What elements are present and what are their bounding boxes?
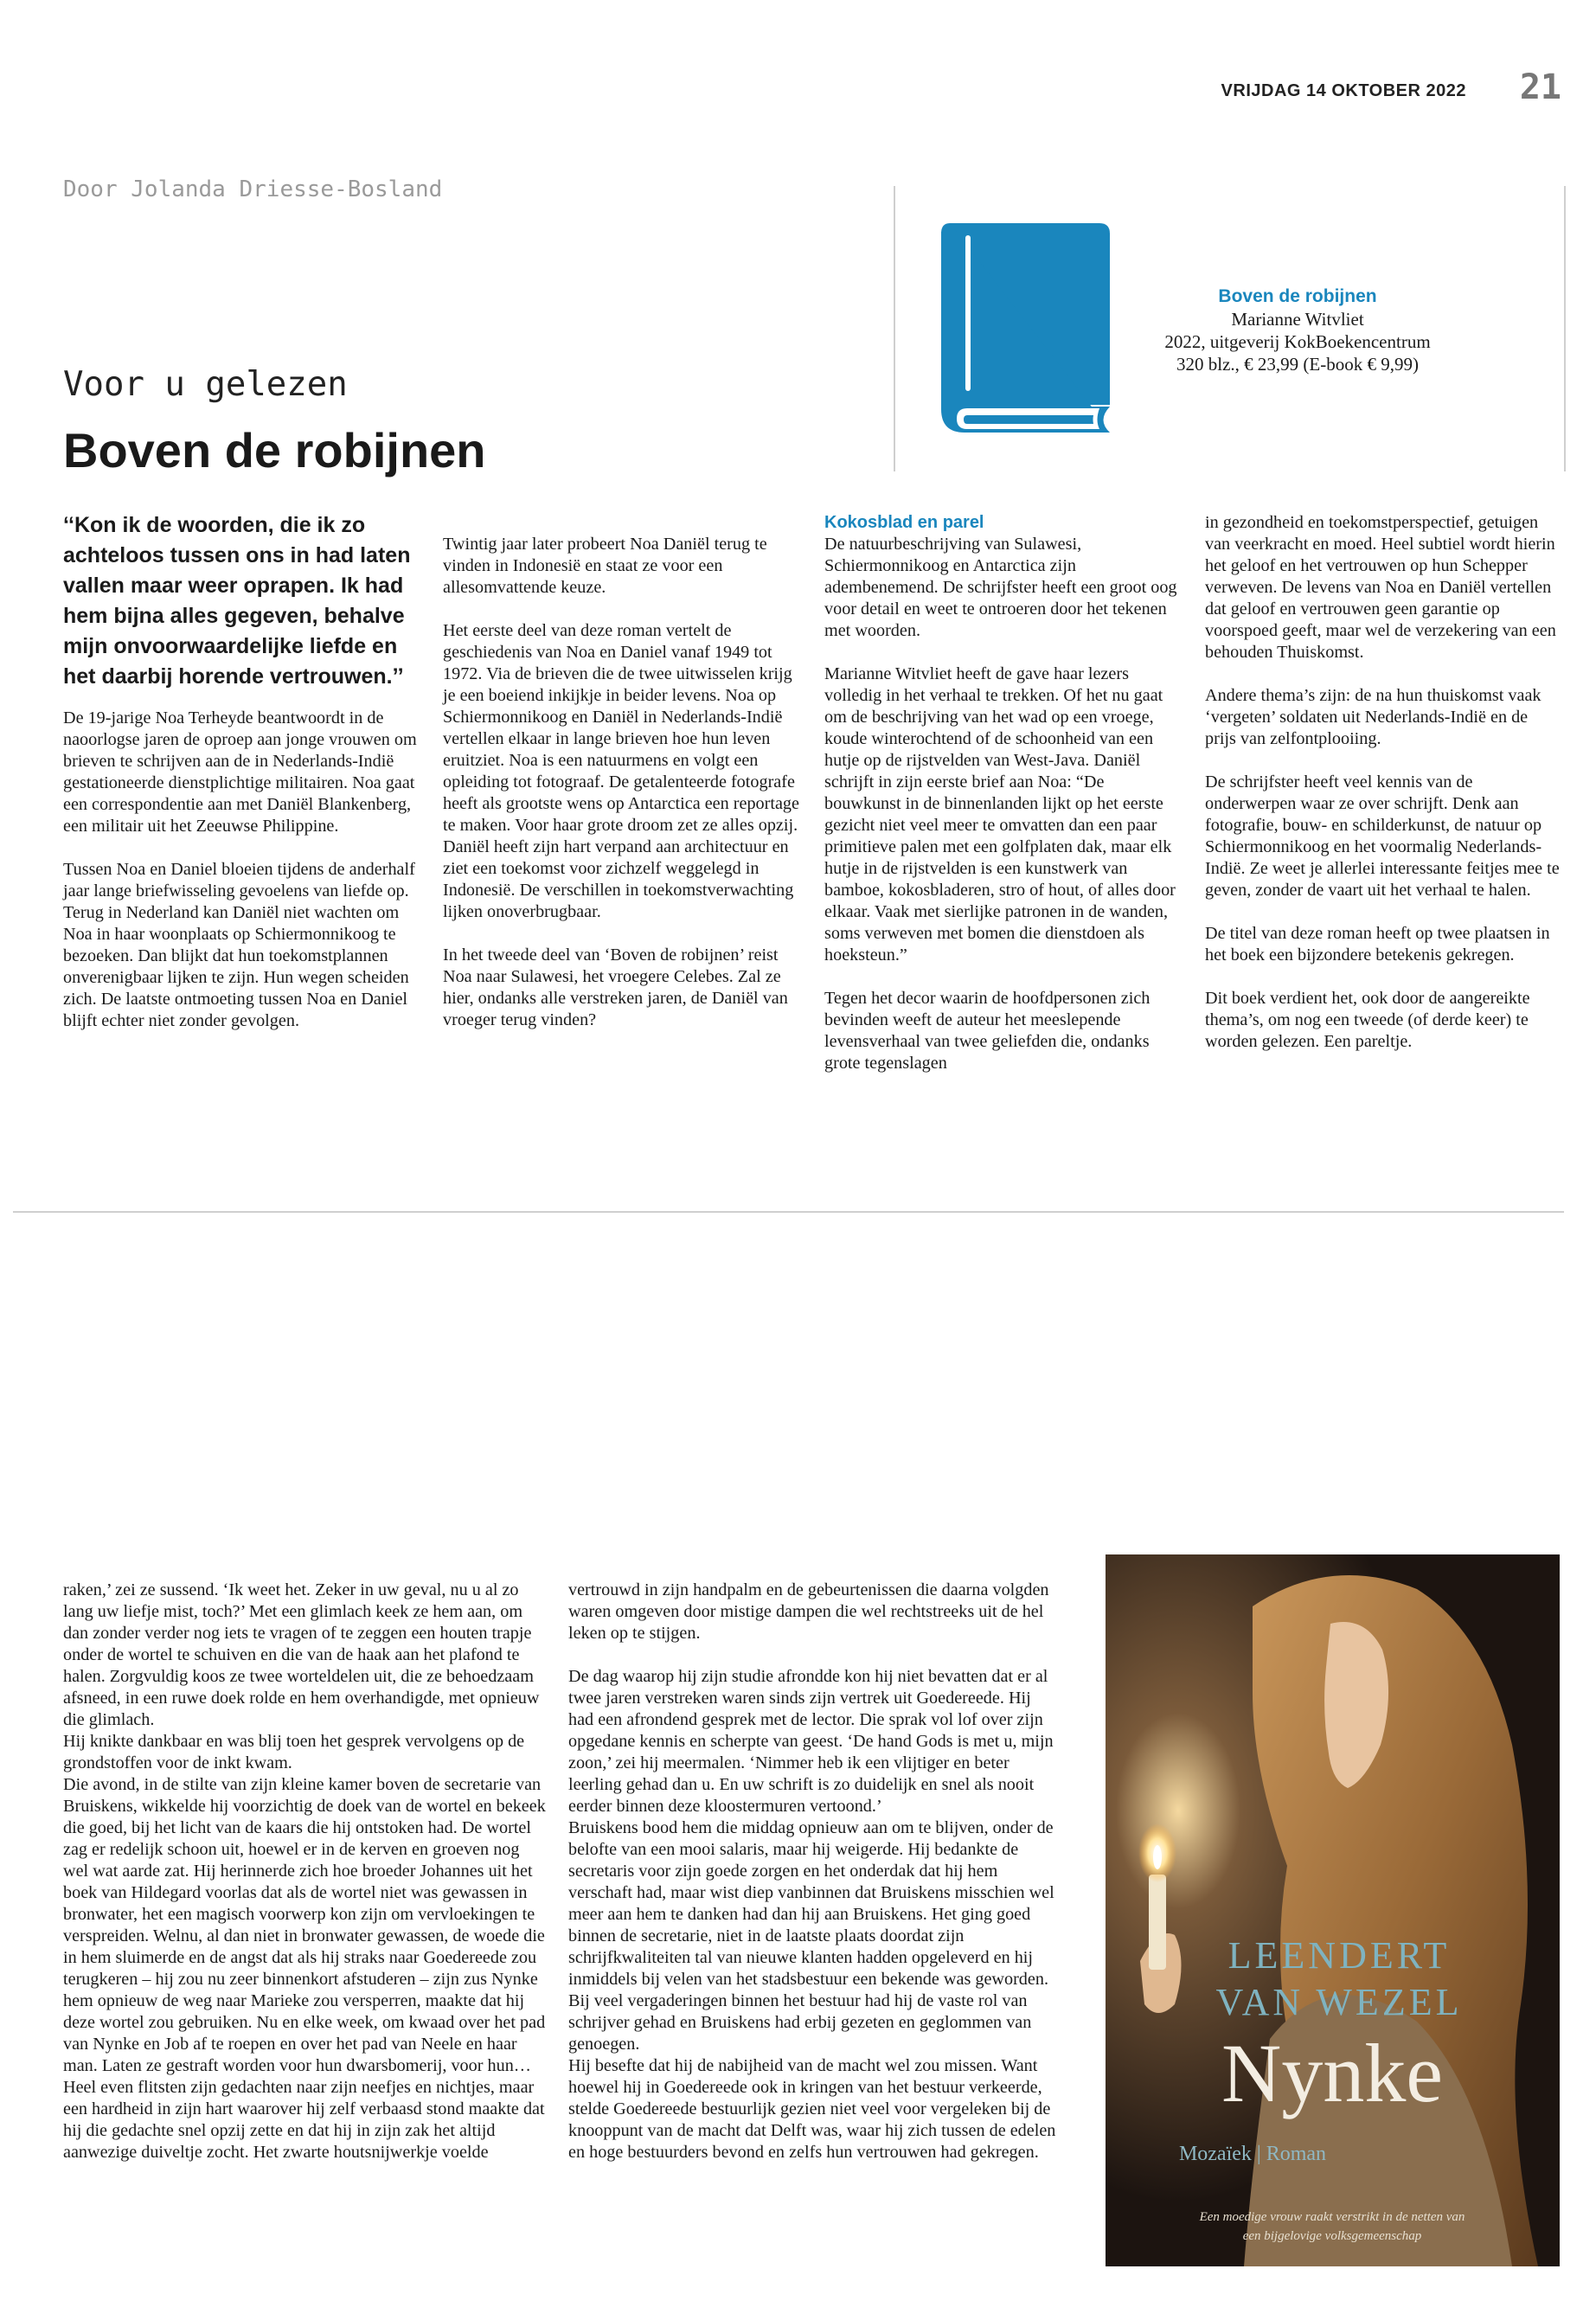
review-column-2: [443, 534, 799, 1053]
book-price: 320 blz., € 23,99 (E-book € 9,99): [1176, 354, 1419, 375]
paragraph: Twintig jaar later probeert Noa Daniël terug te vinden in Indonesië en staat ze voor een allesomvattende keuze.: [443, 535, 767, 597]
paragraph: Marianne Witvliet heeft de gave haar lezers volledig in het verhaal te trekken. Of het nu gaat om de beschrijving van het wad op een vroege, koude winterochtend of de schoonheid van een hutje op de rijstvelden van West-Java. Daniël schrijft in zijn eerste brief aan Noa: “De bouwkunst in de binnenlanden lijkt op het eerste gezicht niet veel meer te omvatten dan een paar primitieve palen met een golfplaten dak, maar elk hutje in de rijstvelden is een kunstwerk van bamboe, kokosbladeren, stro of hout, of alles door elkaar. Vaak met sierlijke patronen in de wanden, soms verweven met bomen die dienstdoen als hoeksteun.”: [824, 664, 1176, 965]
subheading: Kokosblad en parel: [824, 513, 984, 532]
paragraph: Tussen Noa en Daniel bloeien tijdens de anderhalf jaar lange briefwisseling gevoelens van liefde op. Terug in Nederland kan Daniël niet wachten om Noa in haar woonplaats op Schiermonnikoog te bezoeken. Dan blijkt dat hun toekomstplannen onverenigbaar lijken te zijn. Hun wegen scheiden zich. De laatste ontmoeting tussen Noa en Daniel blijft echter niet zonder gevolgen.: [63, 860, 415, 1030]
review-column-1: [63, 708, 420, 1054]
cover-author-line2: VAN WEZEL: [1215, 1981, 1463, 2023]
paragraph: Dit boek verdient het, ook door de aangereikte thema’s, om nog een tweede (of derde keer) te worden gelezen. Een pareltje.: [1205, 989, 1530, 1051]
column-divider-right: [1564, 186, 1566, 471]
pull-quote: ‘‘Kon ik de woorden, die ik zo achteloos tussen ons in had laten vallen maar weer oprapen. Ik had hem bijna alles gegeven, behalve mijn onvoorwaardelijke liefde en het daarbij horende vertrouwen.’’: [63, 513, 411, 689]
cover-author-line1: LEENDERT: [1227, 1934, 1451, 1977]
cover-imprint: Mozaïek | Roman: [1178, 2143, 1327, 2165]
page-number: 21: [1519, 67, 1561, 107]
book-info: [1151, 285, 1445, 375]
paragraph: Hij knikte dankbaar en was blij toen het gesprek vervolgens op de grondstoffen voor de inkt kwam.: [63, 1732, 525, 1772]
paragraph: Andere thema’s zijn: de na hun thuiskomst vaak ‘vergeten’ soldaten uit Nederlands-Indië en de prijs van zelfontplooiing.: [1205, 686, 1542, 748]
book-title: Boven de robijnen: [1218, 286, 1377, 306]
issue-date: VRIJDAG 14 OKTOBER 2022: [1221, 81, 1466, 100]
paragraph: raken,’ zei ze sussend. ‘Ik weet het. Zeker in uw geval, nu u al zo lang uw liefje mist, toch?’ Met een glimlach keek ze hem aan, om dan zonder verder nog iets te vragen of te zeggen een houten trapje onder de wortel te schuiven en die van de haak aan het plafond te halen. Zorgvuldig koos ze twee worteldelen uit, die ze behoedzaam afsneed, in een ruwe doek rolde en hem overhandigde, met opnieuw die glimlach.: [63, 1580, 540, 1729]
paragraph: vertrouwd in zijn handpalm en de gebeurtenissen die daarna volgden waren omgeven door mistige dampen die wel rechtstreeks uit de hel leken op te stijgen.: [568, 1580, 1049, 1643]
paragraph: In het tweede deel van ‘Boven de robijnen’ reist Noa naar Sulawesi, het vroegere Celebes. Zal ze hier, ondanks alle verstreken jaren, de Daniël van vroeger terug vinden?: [443, 945, 788, 1029]
paragraph: Het eerste deel van deze roman vertelt de geschiedenis van Noa en Daniel vanaf 1949 tot 1972. Via de brieven die de twee uitwisselen krijg je een boeiend inkijkje in beider levens. Noa op Schiermonnikoog en Daniël in Nederlands-Indië vertellen elkaar in lange brieven hoe hun leven eruitziet. Noa is een natuurmens en volgt een opleiding tot fotograaf. De getalenteerde fotografe heeft als grootste wens op Antarctica een reportage te maken. Voor haar grote droom zet ze alles opzij. Daniël heeft zijn hart verpand aan architectuur en ziet een toekomst voor zichzelf weggelegd in Indonesië. De verschillen in toekomstverwachting lijken onoverbrugbaar.: [443, 621, 799, 921]
cover-candle: [1149, 1875, 1166, 1970]
paragraph: De schrijfster heeft veel kennis van de onderwerpen waar ze over schrijft. Denk aan fotografie, bouw- en schilderkunst, de natuur op Schiermonnikoog en het voormalig Nederlands-Indië. Ze weet je allerlei interessante feitjes mee te geven, zonder de vaart uit het verhaal te halen.: [1205, 772, 1560, 900]
cover-tagline-line1: Een moedige vrouw raakt verstrikt in de netten van: [1199, 2210, 1465, 2224]
paragraph: Die avond, in de stilte van zijn kleine kamer boven de secretarie van Bruiskens, wikkelde hij voorzichtig de doek van de wortel en bekeek die goed, bij het licht van de kaars die hij ontstoken had. De wortel zag er redelijk schoon uit, hoewel er in de kerven en groeven nog wel wat aarde zat. Hij herinnerde zich hoe broeder Johannes uit het boek van Hildegard voorlas dat als de wortel niet was gewassen in bronwater, het een magisch voorwerp kon zijn om vervloekingen te verspreiden. Welnu, al dan niet in bronwater gewassen, de woede die in hem sluimerde en de angst dat als hij straks naar Goedereede zou terugkeren – hij zou nu zeer binnenkort afstuderen – zijn zus Nynke hem opnieuw de weg naar Marieke zou versperren, maakte dat hij deze wortel zou gebruiken. Nu en elke week, om kwaad over het pad van Nynke en Job af te roepen en over het pad van Neele en haar man. Laten ze gestraft worden voor hun dwarsbomerij, voor hun… Heel even flitsten zijn gedachten naar zijn neefjes en nichtjes, maar een hardheid in zijn hart waarover hij zelf verbaasd stond maakte dat hij die gedachte snel opzij zette en dat hij in zijn zak het altijd aanwezige duiveltje zocht. Het zwarte houtsnijwerkje voelde: [63, 1775, 546, 2162]
paragraph: De titel van deze roman heeft op twee plaatsen in het boek een bijzondere betekenis gekregen.: [1205, 924, 1550, 965]
book-publisher: 2022, uitgeverij KokBoekencentrum: [1164, 331, 1431, 352]
paragraph: Hij besefte dat hij de nabijheid van de macht wel zou missen. Want hoewel hij in Goedereede ook in kringen van het bestuur verkeerde, stelde Goedereede bestuurlijk gezien niet veel voor vergeleken bij de knooppunt van de macht dat Delft was, waar hij zich tussen de edelen en hoge bestuurders bevond en zelfs hun vertrouwen had gekregen.: [568, 2056, 1056, 2162]
headline: Boven de robijnen: [63, 423, 486, 478]
paragraph: De 19-jarige Noa Terheyde beantwoordt in de naoorlogse jaren de oproep aan jonge vrouwen om brieven te schrijven aan de in Nederlands-Indië gestationeerde dienstplichtige militairen. Noa gaat een correspondentie aan met Daniël Blankenberg, een militair uit het Zeeuwse Philippine.: [63, 708, 417, 836]
section-divider: [13, 1211, 1564, 1213]
book-author: Marianne Witvliet: [1231, 309, 1364, 330]
serial-column-2: [568, 1580, 1057, 2163]
book-cover: [1106, 1554, 1560, 2266]
byline: Door Jolanda Driesse-Bosland: [63, 176, 443, 202]
cover-tagline-line2: een bijgelovige volksgemeenschap: [1242, 2229, 1422, 2243]
review-column-3: [824, 512, 1181, 1096]
review-column-4: [1205, 512, 1561, 1074]
paragraph: Tegen het decor waarin de hoofdpersonen zich bevinden weeft de auteur het meeslepende levensverhaal van twee geliefden die, ondanks grote tegenslagen: [824, 989, 1151, 1073]
paragraph: De natuurbeschrijving van Sulawesi, Schiermonnikoog en Antarctica zijn adembenemend. De schrijfster heeft een groot oog voor detail en weet te ontroeren door het tekenen met woorden.: [824, 535, 1177, 640]
serial-column-1: [63, 1580, 548, 2163]
paragraph: De dag waarop hij zijn studie afrondde kon hij niet bevatten dat er al twee jaren verstreken waren sinds zijn vertrek uit Goedereede. Hij had een afrondend gesprek met de lector. Die sprak vol lof over zijn opgedane kennis en scherpte van geest. ‘De hand Gods is met u, mijn zoon,’ zei hij meermalen. ‘Nimmer heb ik een vlijtiger en beter leerling gehad dan u. En uw schrift is zo duidelijk en snel als nooit eerder binnen deze kloostermuren vertoond.’: [568, 1667, 1054, 1816]
section-kicker: Voor u gelezen: [63, 365, 348, 404]
cover-title: Nynke: [1221, 2027, 1443, 2119]
paragraph: Bruiskens bood hem die middag opnieuw aan om te blijven, onder de belofte van een mooi salaris, maar hij weigerde. Hij bedankte de secretaris voor zijn goede zorgen en het onderdak dat hij hem verschaft had, maar wist diep vanbinnen dat Bruiskens misschien wel meer aan hem te danken had dan hij aan Bruiskens. Het ging goed binnen de secretarie, niet in de laatste plaats doordat zijn schrijfkwaliteiten tal van nieuwe klanten hadden opgeleverd en hij inmiddels bij velen van het stadsbestuur een bekende was geworden. Bij veel vergaderingen binnen het bestuur had hij de vaste rol van schrijver gehad en Bruiskens had erbij gezeten en geglommen van genoegen.: [568, 1818, 1054, 2054]
column-divider: [894, 186, 895, 471]
paragraph: in gezondheid en toekomstperspectief, getuigen van veerkracht en moed. Heel subtiel wordt hierin het geloof en het vertrouwen op hun Schepper verweven. De levens van Noa en Daniël vertellen dat geloof en vertrouwen geen garantie op voorspoed geeft, maar wel de verzekering van een behouden Thuiskomst.: [1205, 513, 1556, 662]
book-icon: [941, 223, 1110, 433]
